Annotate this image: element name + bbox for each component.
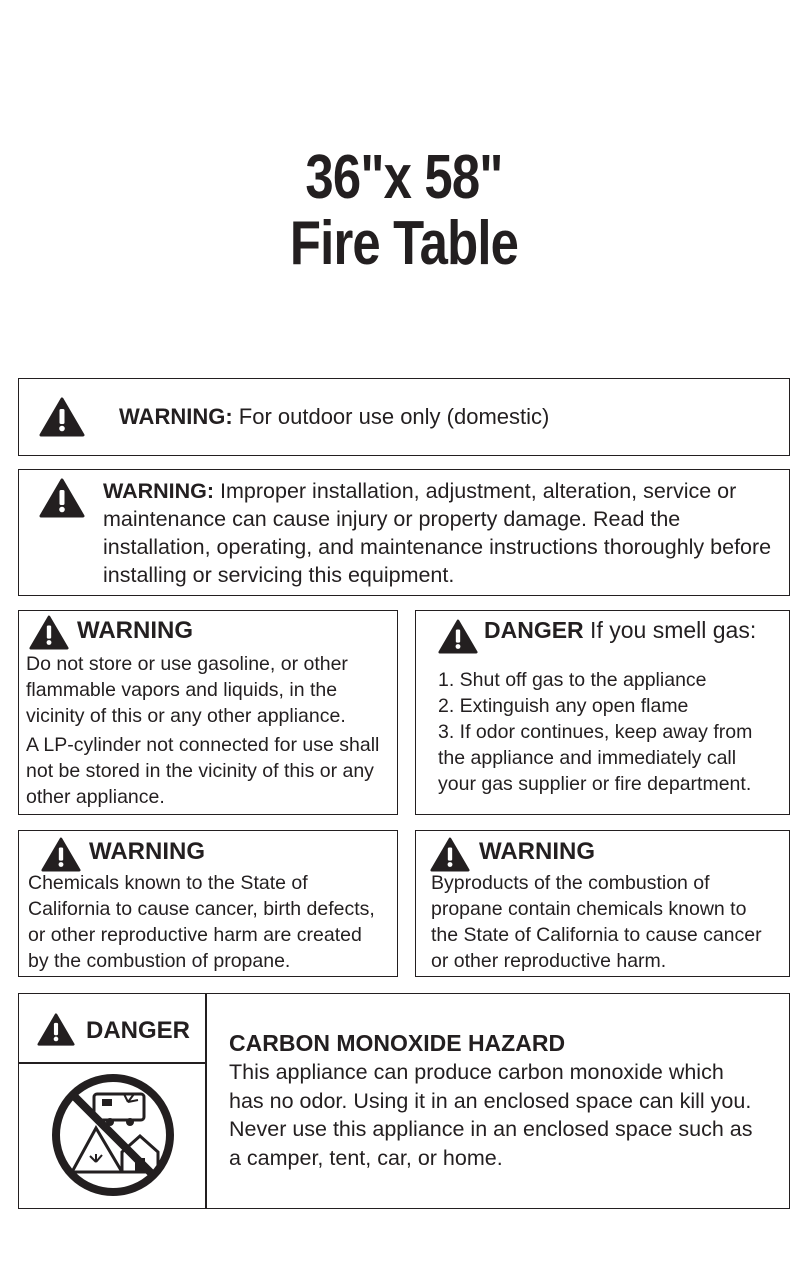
text-line: a camper, tent, car, or home. bbox=[229, 1145, 503, 1170]
text-line: This appliance can produce carbon monoxide which bbox=[229, 1060, 724, 1084]
danger-label: DANGER bbox=[484, 617, 584, 643]
warning-outdoor-use-text bbox=[119, 403, 549, 431]
warning-message: Improper installation, adjustment, alteration, service or maintenance can cause injury or property damage. Read the installation, operating, and maintenance instructions thoroughly before installing or servicing this equipment. bbox=[103, 479, 772, 587]
warning-label: WARNING: bbox=[103, 479, 215, 503]
danger-heading bbox=[484, 617, 756, 644]
text-line: propane contain chemicals known to bbox=[431, 898, 747, 920]
text-line: Chemicals known to the State of bbox=[28, 872, 308, 894]
danger-subheading: If you smell gas: bbox=[583, 617, 757, 643]
text-line: has no odor. Using it in an enclosed space can kill you. bbox=[229, 1088, 752, 1113]
text-line: the State of California to cause cancer bbox=[431, 924, 762, 946]
divider bbox=[19, 1062, 206, 1064]
text-line: Never use this appliance in an enclosed space such as bbox=[229, 1117, 753, 1141]
text-line: Do not store or use gasoline, or other bbox=[26, 653, 348, 675]
carbon-monoxide-title: CARBON MONOXIDE HAZARD bbox=[229, 1030, 566, 1056]
warning-triangle-icon bbox=[39, 478, 85, 518]
warning-triangle-icon bbox=[430, 837, 470, 872]
warning-heading: WARNING bbox=[479, 838, 595, 865]
text-line: other appliance. bbox=[26, 786, 165, 808]
text-line: or other reproductive harm. bbox=[431, 950, 667, 972]
carbon-monoxide-text bbox=[229, 1058, 789, 1172]
warning-label: WARNING: bbox=[119, 404, 233, 429]
divider bbox=[205, 994, 207, 1208]
danger-carbon-monoxide-box bbox=[18, 993, 790, 1209]
danger-triangle-icon bbox=[37, 1013, 75, 1046]
text-line: or other reproductive harm are created bbox=[28, 924, 362, 946]
text-line: not be stored in the vicinity of this or any bbox=[26, 760, 374, 782]
step-line: 3. If odor continues, keep away from bbox=[438, 721, 753, 743]
text-line: Byproducts of the combustion of bbox=[431, 872, 710, 894]
warning-triangle-icon bbox=[39, 397, 85, 437]
danger-heading: DANGER bbox=[86, 1017, 191, 1044]
warning-triangle-icon bbox=[29, 615, 69, 650]
warning-heading: WARNING bbox=[89, 838, 205, 865]
step-line: 2. Extinguish any open flame bbox=[438, 695, 689, 717]
warning-message: For outdoor use only (domestic) bbox=[232, 404, 550, 429]
warning-gasoline-box bbox=[18, 610, 398, 815]
danger-smell-gas-steps bbox=[438, 667, 788, 797]
text-line: A LP-cylinder not connected for use shall bbox=[26, 734, 380, 756]
step-line: your gas supplier or fire department. bbox=[438, 773, 752, 795]
warning-chemicals-box bbox=[18, 830, 398, 977]
warning-heading: WARNING bbox=[77, 617, 193, 644]
warning-gasoline-text bbox=[26, 651, 398, 810]
danger-smell-gas-box bbox=[415, 610, 790, 815]
warning-installation-text bbox=[103, 477, 773, 589]
warning-chemicals-text bbox=[28, 870, 398, 974]
text-line: California to cause cancer, birth defects, bbox=[28, 898, 375, 920]
danger-triangle-icon bbox=[438, 619, 478, 654]
warning-triangle-icon bbox=[41, 837, 81, 872]
warning-byproducts-box bbox=[415, 830, 790, 977]
step-line: the appliance and immediately call bbox=[438, 747, 737, 769]
warning-outdoor-use-box bbox=[18, 378, 790, 456]
page-title-line-1: 36"x 58" bbox=[305, 143, 503, 212]
no-enclosed-space-icon bbox=[50, 1072, 176, 1198]
text-line: by the combustion of propane. bbox=[28, 950, 291, 972]
warning-byproducts-text bbox=[431, 870, 789, 974]
warning-installation-box bbox=[18, 469, 790, 596]
text-line: vicinity of this or any other appliance. bbox=[26, 705, 346, 727]
page-title-line-2: Fire Table bbox=[289, 209, 519, 278]
text-line: flammable vapors and liquids, in the bbox=[26, 679, 338, 701]
step-line: 1. Shut off gas to the appliance bbox=[438, 669, 707, 691]
